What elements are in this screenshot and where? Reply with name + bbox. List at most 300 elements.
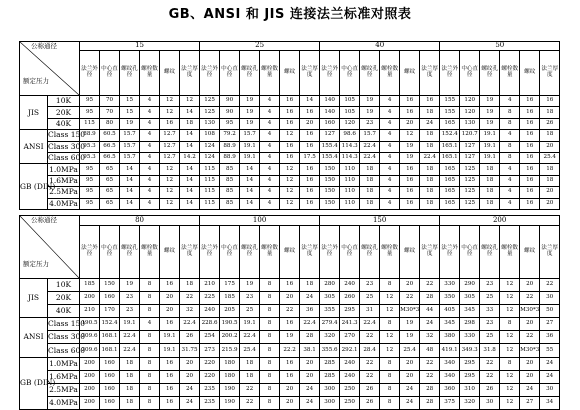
column-header: 螺纹: [400, 226, 420, 279]
table-row: [20, 118, 560, 129]
data-cell: 305: [320, 292, 340, 305]
data-cell: 20: [520, 279, 540, 292]
data-cell: 16: [520, 175, 540, 186]
column-header: 螺纹: [520, 51, 540, 96]
data-cell: 18: [480, 187, 500, 198]
data-cell: 16: [280, 141, 300, 152]
data-cell: 115: [200, 175, 220, 186]
data-cell: 160: [100, 357, 120, 370]
data-cell: 22.4: [360, 141, 380, 152]
data-cell: 22: [520, 331, 540, 344]
data-cell: 8: [500, 107, 520, 118]
data-cell: 114.3: [340, 141, 360, 152]
data-cell: 150: [100, 279, 120, 292]
data-cell: 12: [380, 305, 400, 318]
column-header: 法兰厚度: [180, 51, 200, 96]
data-cell: 270: [340, 331, 360, 344]
data-cell: 20: [520, 318, 540, 331]
data-cell: 8: [140, 396, 160, 409]
data-cell: 165: [440, 198, 460, 209]
data-cell: 4: [260, 175, 280, 186]
data-cell: 22: [420, 357, 440, 370]
column-header: 法兰外径: [200, 51, 220, 96]
data-cell: 16: [280, 96, 300, 107]
data-cell: 4: [260, 164, 280, 175]
data-cell: 14: [180, 175, 200, 186]
pressure-class-label: 40K: [48, 305, 80, 318]
data-cell: 8: [380, 370, 400, 383]
data-cell: 8: [260, 344, 280, 357]
data-cell: 190: [220, 396, 240, 409]
data-cell: 165: [440, 118, 460, 129]
rated-pressure-label: 额定压力: [23, 260, 49, 269]
data-cell: 12: [500, 331, 520, 344]
data-cell: 20: [520, 370, 540, 383]
data-cell: 66.5: [100, 152, 120, 163]
data-cell: 320: [320, 331, 340, 344]
data-cell: 140: [320, 96, 340, 107]
data-cell: 200: [80, 396, 100, 409]
data-cell: 98.6: [340, 130, 360, 141]
data-cell: 20: [160, 305, 180, 318]
data-cell: 160: [100, 396, 120, 409]
data-cell: 160: [320, 118, 340, 129]
pressure-class-label: 10K: [48, 96, 80, 107]
data-cell: 33: [480, 305, 500, 318]
data-cell: 155: [440, 96, 460, 107]
data-cell: 345: [460, 305, 480, 318]
data-cell: 12: [160, 96, 180, 107]
data-cell: 16: [300, 164, 320, 175]
data-cell: 4: [260, 141, 280, 152]
data-cell: 12: [160, 198, 180, 209]
data-cell: 23: [360, 118, 380, 129]
data-cell: 130: [460, 118, 480, 129]
data-cell: 115: [200, 164, 220, 175]
data-cell: 28: [300, 331, 320, 344]
column-header: 螺纹孔径: [120, 51, 140, 96]
data-cell: 160: [100, 383, 120, 396]
data-cell: 110: [340, 187, 360, 198]
data-cell: 14: [300, 96, 320, 107]
data-cell: 8: [260, 279, 280, 292]
data-cell: 24: [300, 383, 320, 396]
data-cell: 209.6: [80, 331, 100, 344]
data-cell: 19: [480, 118, 500, 129]
data-cell: 22: [540, 279, 560, 292]
data-cell: 125: [200, 107, 220, 118]
data-cell: 24: [400, 383, 420, 396]
data-cell: 14: [120, 175, 140, 186]
data-cell: 120: [340, 118, 360, 129]
data-cell: 8: [140, 279, 160, 292]
data-cell: 32: [420, 331, 440, 344]
data-cell: 24: [420, 118, 440, 129]
data-cell: 18: [360, 198, 380, 209]
data-cell: 15: [120, 107, 140, 118]
data-cell: 165: [440, 164, 460, 175]
data-cell: 88.9: [220, 152, 240, 163]
data-cell: 24: [540, 357, 560, 370]
data-cell: 14: [120, 198, 140, 209]
column-header: 螺纹孔径: [360, 51, 380, 96]
data-cell: 180: [220, 370, 240, 383]
column-header: 法兰外径: [440, 51, 460, 96]
data-cell: 8: [260, 292, 280, 305]
data-cell: 273: [200, 344, 220, 357]
data-cell: 24: [540, 370, 560, 383]
data-cell: 24: [420, 318, 440, 331]
data-cell: 80: [100, 118, 120, 129]
data-cell: 16: [280, 152, 300, 163]
data-cell: 14: [240, 164, 260, 175]
data-cell: 18: [240, 357, 260, 370]
column-header: 螺栓数量: [140, 226, 160, 279]
data-cell: 8: [260, 318, 280, 331]
data-cell: 36: [540, 331, 560, 344]
data-cell: 225: [200, 292, 220, 305]
data-cell: 14: [180, 107, 200, 118]
data-cell: 25: [360, 292, 380, 305]
size-header-row: [20, 42, 560, 51]
data-cell: 65: [100, 175, 120, 186]
standard-label: JIS: [20, 96, 48, 130]
data-cell: 88.9: [220, 141, 240, 152]
data-cell: 125: [460, 198, 480, 209]
data-cell: 152.4: [440, 130, 460, 141]
data-cell: 355.6: [320, 344, 340, 357]
data-cell: 108: [200, 130, 220, 141]
data-cell: 24: [180, 396, 200, 409]
data-cell: 165: [440, 187, 460, 198]
column-header: 法兰厚度: [300, 226, 320, 279]
data-cell: 65: [100, 187, 120, 198]
data-cell: 20: [400, 370, 420, 383]
data-cell: 18: [420, 198, 440, 209]
data-cell: 8: [260, 357, 280, 370]
data-cell: 8: [380, 279, 400, 292]
data-cell: 18: [420, 187, 440, 198]
column-header: 中心直径: [220, 226, 240, 279]
data-cell: 18: [420, 107, 440, 118]
data-cell: 16: [520, 152, 540, 163]
data-cell: 4: [380, 96, 400, 107]
column-header: 中心直径: [100, 51, 120, 96]
data-cell: 4: [260, 96, 280, 107]
pressure-class-label: Class 150: [48, 130, 86, 140]
data-cell: 16: [160, 370, 180, 383]
data-cell: 30: [540, 383, 560, 396]
data-cell: 190.5: [80, 318, 100, 331]
data-cell: 28: [420, 292, 440, 305]
data-cell: 8: [140, 344, 160, 357]
data-cell: 23: [240, 292, 260, 305]
data-cell: 26: [540, 118, 560, 129]
data-cell: 4: [500, 164, 520, 175]
data-cell: 16: [520, 164, 540, 175]
data-cell: 20: [400, 357, 420, 370]
data-cell: 22.2: [280, 344, 300, 357]
data-cell: 355: [320, 305, 340, 318]
data-cell: 16: [280, 318, 300, 331]
data-cell: 22: [240, 383, 260, 396]
data-cell: 25.4: [240, 344, 260, 357]
data-cell: 115: [80, 118, 100, 129]
data-cell: 15.7: [120, 152, 140, 163]
nominal-size-header: 40: [320, 42, 440, 51]
size-header-row: [20, 216, 560, 226]
data-cell: 120.7: [460, 130, 480, 141]
data-cell: 14: [240, 175, 260, 186]
data-cell: 110: [340, 164, 360, 175]
data-cell: 85: [220, 164, 240, 175]
column-header: 螺纹: [280, 226, 300, 279]
flange-table-1: [19, 41, 560, 210]
data-cell: 16: [400, 187, 420, 198]
data-cell: 23: [480, 279, 500, 292]
data-cell: 4: [380, 130, 400, 141]
data-cell: 235: [200, 396, 220, 409]
standard-label: ANSI: [20, 130, 48, 164]
data-cell: 405: [440, 305, 460, 318]
data-cell: 127: [460, 141, 480, 152]
data-cell: 120: [460, 96, 480, 107]
table-row: [20, 279, 560, 292]
standard-label: ANSI: [20, 318, 48, 357]
data-cell: 168.1: [100, 344, 120, 357]
nominal-size-header: 25: [200, 42, 320, 51]
column-header: 法兰外径: [200, 226, 220, 279]
data-cell: 85: [220, 175, 240, 186]
column-header: 法兰厚度: [540, 226, 560, 279]
data-cell: 124: [200, 141, 220, 152]
data-cell: 16: [160, 396, 180, 409]
data-cell: 12: [500, 292, 520, 305]
data-cell: 4: [380, 118, 400, 129]
data-cell: 4: [500, 198, 520, 209]
data-cell: 360: [440, 383, 460, 396]
pressure-class-label: 20K: [48, 292, 80, 305]
data-cell: 340: [440, 357, 460, 370]
data-cell: 18: [120, 370, 140, 383]
data-cell: 8: [140, 331, 160, 344]
pressure-class-label: Class 600: [48, 344, 80, 357]
data-cell: 115: [200, 198, 220, 209]
data-cell: 19: [280, 331, 300, 344]
data-cell: 22: [360, 331, 380, 344]
column-header: 中心直径: [340, 226, 360, 279]
data-cell: 22.4: [360, 318, 380, 331]
data-cell: 16: [300, 141, 320, 152]
data-cell: 22.4: [300, 318, 320, 331]
data-cell: 4: [140, 164, 160, 175]
data-cell: 31: [360, 305, 380, 318]
column-header: 螺纹孔径: [360, 226, 380, 279]
data-cell: 19.1: [480, 141, 500, 152]
data-cell: M30*3: [520, 305, 540, 318]
data-cell: 241.3: [340, 318, 360, 331]
data-cell: 8: [260, 383, 280, 396]
data-cell: 4: [140, 152, 160, 163]
data-cell: 125: [460, 175, 480, 186]
data-cell: 285: [320, 370, 340, 383]
data-cell: 235: [200, 383, 220, 396]
data-cell: 8: [380, 318, 400, 331]
data-cell: 12: [180, 96, 200, 107]
data-cell: 23: [480, 318, 500, 331]
data-cell: 124: [200, 152, 220, 163]
data-cell: 31.8: [480, 344, 500, 357]
data-cell: 4: [140, 141, 160, 152]
column-header: 中心直径: [340, 51, 360, 96]
data-cell: 16: [160, 357, 180, 370]
pressure-class-label: Class 300: [48, 331, 80, 344]
column-header: 中心直径: [100, 226, 120, 279]
data-cell: 18: [180, 118, 200, 129]
data-cell: 26: [480, 383, 500, 396]
column-header-row: [20, 226, 560, 279]
data-cell: 228.6: [200, 318, 220, 331]
data-cell: 8: [260, 396, 280, 409]
data-cell: 22: [280, 305, 300, 318]
data-cell: 22: [520, 292, 540, 305]
data-cell: 254: [200, 331, 220, 344]
data-cell: 18: [360, 164, 380, 175]
data-cell: 48: [420, 344, 440, 357]
data-cell: 4: [380, 152, 400, 163]
data-cell: 12: [500, 370, 520, 383]
data-cell: 16: [300, 198, 320, 209]
data-cell: 19: [400, 152, 420, 163]
data-cell: 4: [260, 198, 280, 209]
corner-header: [20, 42, 80, 96]
data-cell: 14: [180, 141, 200, 152]
column-header: 螺栓数量: [500, 226, 520, 279]
data-cell: 120: [460, 107, 480, 118]
data-cell: 19: [240, 107, 260, 118]
data-cell: 4: [140, 198, 160, 209]
data-cell: 22: [180, 292, 200, 305]
table-row: [20, 198, 560, 209]
data-cell: 15.7: [120, 141, 140, 152]
data-cell: 300: [320, 383, 340, 396]
data-cell: 4: [140, 96, 160, 107]
data-cell: 19.1: [120, 318, 140, 331]
data-cell: 19: [400, 318, 420, 331]
data-cell: 20: [300, 357, 320, 370]
column-header: 螺纹孔径: [240, 51, 260, 96]
data-cell: 185: [80, 279, 100, 292]
data-cell: 19: [480, 96, 500, 107]
data-cell: 125: [200, 96, 220, 107]
data-cell: M30*3: [520, 344, 540, 357]
data-cell: 18: [480, 164, 500, 175]
data-cell: 220: [200, 357, 220, 370]
data-cell: 24: [300, 292, 320, 305]
data-cell: 295: [460, 357, 480, 370]
data-cell: 12: [280, 187, 300, 198]
data-cell: 165.1: [440, 152, 460, 163]
data-cell: 16: [280, 370, 300, 383]
data-cell: 4: [500, 96, 520, 107]
column-header: 螺纹孔径: [480, 51, 500, 96]
data-cell: 12: [500, 396, 520, 409]
data-cell: 200: [80, 357, 100, 370]
data-cell: 18: [420, 164, 440, 175]
data-cell: 14: [240, 187, 260, 198]
data-cell: 210: [80, 305, 100, 318]
data-cell: 20: [280, 383, 300, 396]
data-cell: 20: [280, 292, 300, 305]
data-cell: 12: [160, 187, 180, 198]
data-cell: 300: [320, 396, 340, 409]
data-cell: 18: [480, 175, 500, 186]
table-row: [20, 331, 560, 344]
data-cell: 210: [200, 279, 220, 292]
data-cell: 279.4: [320, 318, 340, 331]
column-header: 法兰厚度: [420, 51, 440, 96]
data-cell: 170: [100, 305, 120, 318]
data-cell: 18: [120, 357, 140, 370]
pressure-class-label: 1.6MPa: [49, 175, 78, 185]
data-cell: 18: [540, 107, 560, 118]
data-cell: 12: [380, 292, 400, 305]
data-cell: 14: [120, 164, 140, 175]
data-cell: 17.5: [300, 152, 320, 163]
data-cell: 375: [440, 396, 460, 409]
data-cell: 200: [80, 370, 100, 383]
data-cell: 168.1: [100, 331, 120, 344]
data-cell: 16: [300, 107, 320, 118]
data-cell: 95: [80, 187, 100, 198]
table-row: [20, 96, 560, 107]
data-cell: 115: [200, 187, 220, 198]
data-cell: 79.2: [220, 130, 240, 141]
data-cell: 4: [500, 187, 520, 198]
data-cell: 34: [540, 396, 560, 409]
data-cell: 16: [520, 130, 540, 141]
data-cell: 200.2: [220, 331, 240, 344]
data-cell: 36: [300, 305, 320, 318]
data-cell: 165: [440, 175, 460, 186]
data-cell: 19: [240, 279, 260, 292]
column-header: 法兰厚度: [420, 226, 440, 279]
data-cell: 4: [140, 318, 160, 331]
data-cell: 95: [80, 175, 100, 186]
data-cell: 18: [120, 396, 140, 409]
data-cell: 8: [500, 357, 520, 370]
data-cell: 4: [380, 175, 400, 186]
data-cell: 18: [420, 175, 440, 186]
data-cell: 28: [420, 396, 440, 409]
standard-label: JIS: [20, 279, 48, 318]
data-cell: 24: [300, 396, 320, 409]
data-cell: 90: [220, 96, 240, 107]
data-cell: 12: [280, 164, 300, 175]
data-cell: 16: [280, 107, 300, 118]
data-cell: 19: [240, 96, 260, 107]
data-cell: 16: [520, 107, 540, 118]
data-cell: 4: [140, 107, 160, 118]
data-cell: 18: [480, 198, 500, 209]
data-cell: 25: [480, 331, 500, 344]
data-cell: 114.3: [340, 152, 360, 163]
data-cell: M30*3: [400, 305, 420, 318]
data-cell: 19: [240, 118, 260, 129]
column-header: 螺栓数量: [260, 51, 280, 96]
data-cell: 50: [540, 305, 560, 318]
data-cell: 380: [440, 331, 460, 344]
